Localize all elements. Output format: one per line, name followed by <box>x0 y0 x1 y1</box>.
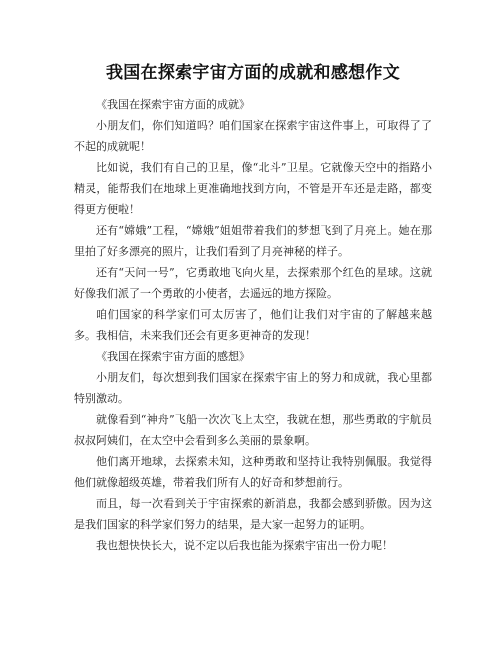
document-title: 我国在探索宇宙方面的成就和感想作文 <box>105 63 401 83</box>
paragraph: 他们离开地球，去探索未知，这种勇敢和坚持让我特别佩服。我觉得他们就像超级英雄，带着我们所有人的好奇和梦想前行。 <box>74 455 432 489</box>
paragraph: 小朋友们，你们知道吗？咱们国家在探索宇宙这件事上，可取得了了不起的成就呢！ <box>74 119 432 153</box>
paragraph: 咱们国家的科学家们可太厉害了，他们让我们对宇宙的了解越来越多。我相信，未来我们还会有更多更神奇的发现！ <box>74 308 432 342</box>
paragraph: 我也想快快长大，说不定以后我也能为探索宇宙出一份力呢！ <box>96 539 393 552</box>
paragraph: 还有“嫦娥”工程，“嫦娥”姐姐带着我们的梦想飞到了月亮上。她在那里拍了好多漂亮的照片，让我们看到了月亮神秘的样子。 <box>74 224 432 258</box>
paragraph-subtitle-thoughts: 《我国在探索宇宙方面的感想》 <box>96 350 250 363</box>
paragraph: 小朋友们，每次想到我们国家在探索宇宙上的努力和成就，我心里都特别激动。 <box>74 371 432 405</box>
paragraph: 而且，每一次看到关于宇宙探索的新消息，我都会感到骄傲。因为这是我们国家的科学家们努力的结果，是大家一起努力的证明。 <box>74 497 432 531</box>
paragraph-subtitle-achievements: 《我国在探索宇宙方面的成就》 <box>96 98 250 111</box>
paragraph: 就像看到“神舟”飞船一次次飞上太空，我就在想，那些勇敢的宇航员叔叔阿姨们，在太空中会看到多么美丽的景象啊。 <box>74 413 432 447</box>
paragraph: 还有“天问一号”，它勇敢地飞向火星，去探索那个红色的星球。这就好像我们派了一个勇敢的小使者，去遥远的地方探险。 <box>74 266 432 300</box>
paragraph: 比如说，我们有自己的卫星，像“北斗”卫星。它就像天空中的指路小精灵，能帮我们在地球上更准确地找到方向，不管是开车还是走路，都变得更方便啦！ <box>74 161 432 216</box>
